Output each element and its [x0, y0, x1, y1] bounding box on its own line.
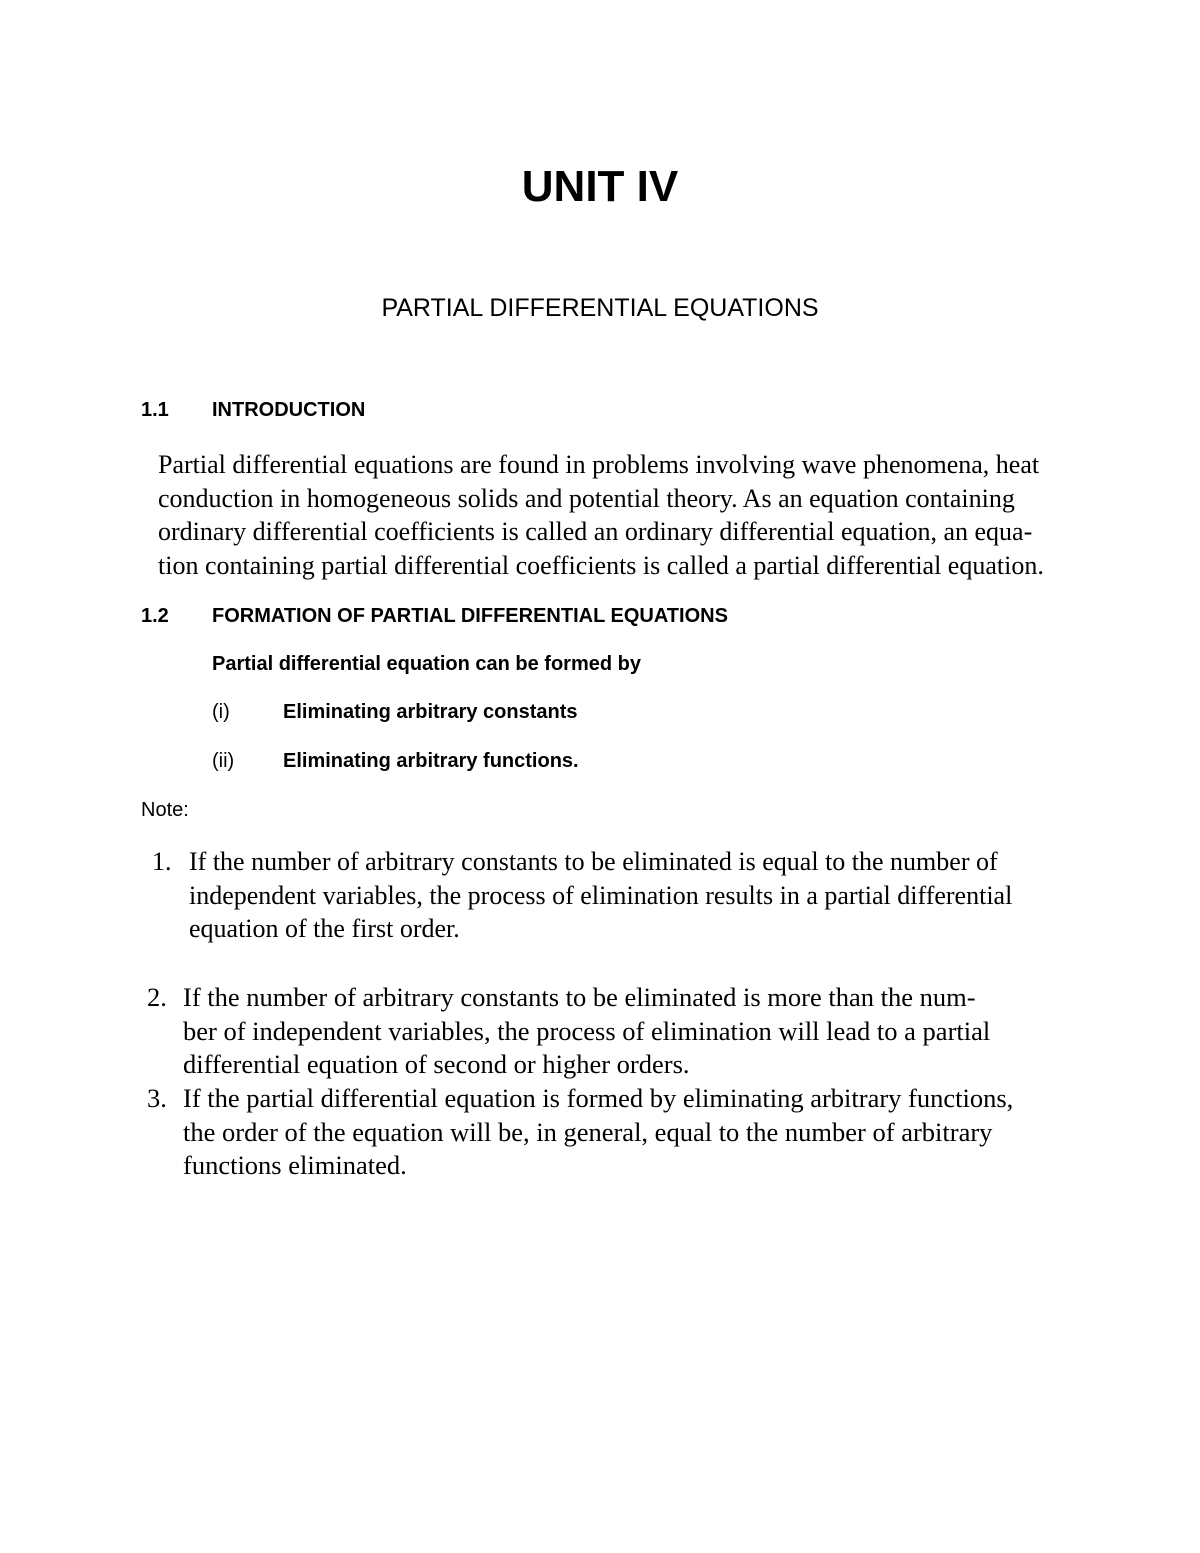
section-heading-formation [141, 603, 728, 629]
note-line: ber of independent variables, the process of elimination will lead to a partial [183, 1015, 991, 1046]
paragraph-line: conduction in homogeneous solids and potential theory. As an equation containing [158, 483, 1015, 513]
note-text [183, 1082, 1013, 1183]
note-item [147, 981, 1057, 1091]
note-text [183, 981, 990, 1082]
note-item [152, 845, 1022, 955]
formation-intro: Partial differential equation can be formed by [212, 653, 641, 675]
section-number: 1.1 [141, 399, 169, 421]
note-line: If the number of arbitrary constants to be eliminated is equal to the number of [189, 847, 998, 876]
note-line: the order of the equation will be, in general, equal to the number of arbitrary [183, 1116, 993, 1147]
note-label: Note: [141, 799, 189, 821]
paragraph-line: tion containing partial differential coefficients is called a partial differential equation. [158, 550, 1044, 580]
section-number: 1.2 [141, 605, 169, 627]
note-text [189, 845, 1012, 946]
method-item [212, 699, 578, 725]
note-line: If the partial differential equation is formed by eliminating arbitrary functions, [183, 1083, 1014, 1113]
section-title: FORMATION OF PARTIAL DIFFERENTIAL EQUATIONS [212, 605, 728, 627]
paragraph-line: Partial differential equations are found in problems involving wave phenomena, heat [158, 450, 1040, 479]
method-marker: (ii) [212, 750, 235, 772]
note-line: independent variables, the process of elimination results in a partial differential [189, 880, 1013, 910]
method-text: Eliminating arbitrary functions. [283, 750, 579, 772]
document-title: PARTIAL DIFFERENTIAL EQUATIONS [381, 294, 819, 322]
note-number: 1. [152, 847, 172, 876]
note-number: 3. [147, 1083, 167, 1113]
unit-title: UNIT IV [521, 162, 679, 211]
section-heading-introduction [141, 397, 365, 423]
note-line: If the number of arbitrary constants to be eliminated is more than the num- [183, 982, 976, 1012]
method-marker: (i) [212, 701, 230, 723]
paragraph-line: ordinary differential coefficients is called an ordinary differential equation, an equa- [158, 517, 1033, 546]
note-item [147, 1082, 1057, 1192]
method-item [212, 748, 579, 774]
note-line: differential equation of second or higher orders. [183, 1049, 690, 1079]
section-title: INTRODUCTION [212, 399, 366, 421]
introduction-paragraph [158, 448, 1044, 582]
note-line: equation of the first order. [189, 914, 460, 943]
note-line: functions eliminated. [183, 1150, 407, 1180]
note-number: 2. [147, 982, 167, 1012]
method-text: Eliminating arbitrary constants [283, 701, 578, 723]
